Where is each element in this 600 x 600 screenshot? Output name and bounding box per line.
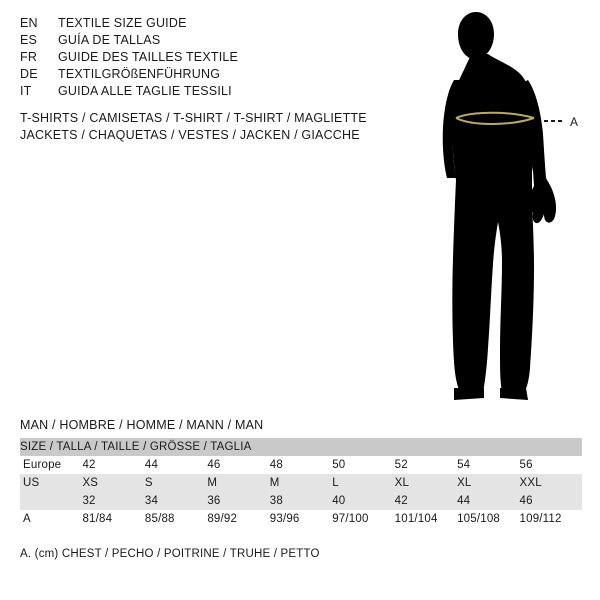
category-block bbox=[20, 110, 420, 144]
row-label: A bbox=[20, 510, 82, 528]
row-label: Europe bbox=[20, 456, 82, 474]
table-cell: 50 bbox=[332, 456, 394, 474]
language-text: GUÍA DE TALLAS bbox=[58, 33, 161, 47]
language-text: GUIDA ALLE TAGLIE TESSILI bbox=[58, 84, 232, 98]
language-row bbox=[20, 67, 380, 84]
language-row bbox=[20, 50, 380, 67]
language-code: DE bbox=[20, 67, 38, 81]
table-cell: 48 bbox=[270, 456, 332, 474]
table-cell: 97/100 bbox=[332, 510, 394, 528]
language-row bbox=[20, 33, 380, 50]
table-row bbox=[20, 474, 582, 492]
language-row bbox=[20, 16, 380, 33]
table-row bbox=[20, 510, 582, 528]
language-code: FR bbox=[20, 50, 38, 64]
size-table-section bbox=[20, 418, 582, 528]
language-text: GUIDE DES TAILLES TEXTILE bbox=[58, 50, 239, 64]
table-cell: 54 bbox=[457, 456, 519, 474]
language-text: TEXTILGRÖßENFÜHRUNG bbox=[58, 67, 221, 81]
table-cell: 36 bbox=[207, 492, 269, 510]
table-cell: 56 bbox=[520, 456, 583, 474]
table-cell: S bbox=[145, 474, 207, 492]
table-cell: 32 bbox=[82, 492, 144, 510]
table-cell: XS bbox=[82, 474, 144, 492]
table-cell: 81/84 bbox=[82, 510, 144, 528]
table-cell: 46 bbox=[207, 456, 269, 474]
table-row bbox=[20, 492, 582, 510]
table-cell: 105/108 bbox=[457, 510, 519, 528]
table-cell: 42 bbox=[82, 456, 144, 474]
table-row bbox=[20, 456, 582, 474]
language-code: ES bbox=[20, 33, 38, 47]
table-cell: 38 bbox=[270, 492, 332, 510]
table-cell: 93/96 bbox=[270, 510, 332, 528]
table-cell: 89/92 bbox=[207, 510, 269, 528]
table-cell: M bbox=[270, 474, 332, 492]
language-header-block bbox=[20, 16, 380, 101]
table-cell: 109/112 bbox=[520, 510, 583, 528]
table-footnote: A. (cm) CHEST / PECHO / POITRINE / TRUHE / PETTO bbox=[20, 548, 320, 560]
table-cell: 40 bbox=[332, 492, 394, 510]
table-cell: 34 bbox=[145, 492, 207, 510]
table-cell: XXL bbox=[520, 474, 583, 492]
table-cell: 44 bbox=[457, 492, 519, 510]
table-cell: M bbox=[207, 474, 269, 492]
table-cell: 42 bbox=[395, 492, 457, 510]
measure-label-a: A bbox=[570, 115, 579, 129]
male-silhouette-icon bbox=[410, 10, 600, 400]
table-cell: 44 bbox=[145, 456, 207, 474]
language-row bbox=[20, 84, 380, 101]
table-header-label: SIZE / TALLA / TAILLE / GRÖSSE / TAGLIA bbox=[20, 438, 582, 456]
table-cell: 46 bbox=[520, 492, 583, 510]
table-header-row bbox=[20, 438, 582, 456]
table-cell: XL bbox=[395, 474, 457, 492]
row-label: US bbox=[20, 474, 82, 492]
table-cell: 101/104 bbox=[395, 510, 457, 528]
language-text: TEXTILE SIZE GUIDE bbox=[58, 16, 187, 30]
table-cell: 85/88 bbox=[145, 510, 207, 528]
body-figure bbox=[410, 10, 600, 400]
category-line-jackets: JACKETS / CHAQUETAS / VESTES / JACKEN / GIACCHE bbox=[20, 128, 360, 142]
category-line-tshirts: T-SHIRTS / CAMISETAS / T-SHIRT / T-SHIRT / MAGLIETTE bbox=[20, 111, 367, 125]
measure-leader-line bbox=[544, 120, 566, 121]
language-code: EN bbox=[20, 16, 38, 30]
table-cell: XL bbox=[457, 474, 519, 492]
table-cell: L bbox=[332, 474, 394, 492]
table-cell: 52 bbox=[395, 456, 457, 474]
table-title-man: MAN / HOMBRE / HOMME / MANN / MAN bbox=[20, 418, 264, 432]
size-table bbox=[20, 438, 582, 528]
row-label bbox=[20, 492, 82, 510]
language-code: IT bbox=[20, 84, 32, 98]
